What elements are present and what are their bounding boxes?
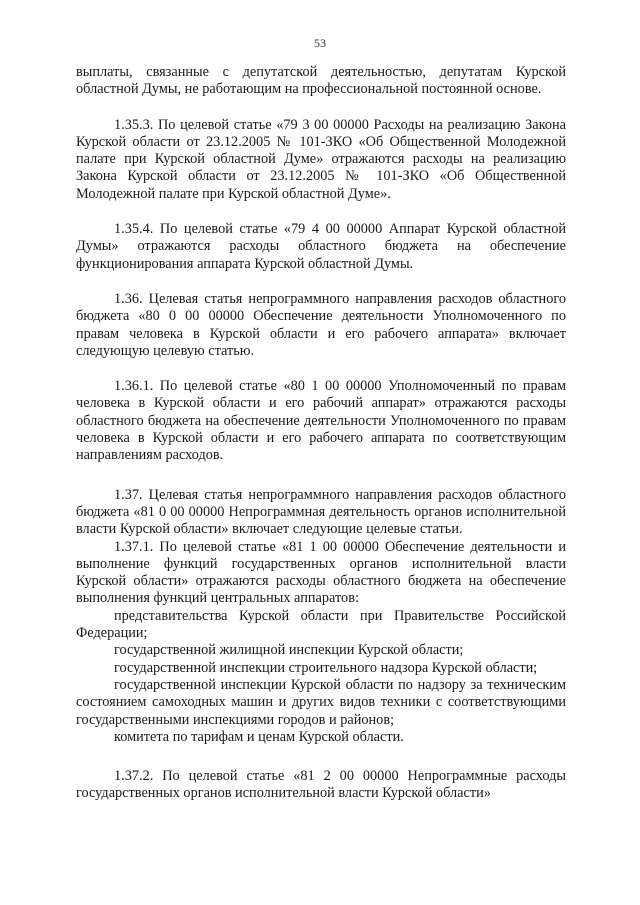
list-item: государственной жилищной инспекции Курской области; [114,642,464,659]
paragraph-1-37: 1.37. Целевая статья непрограммного направления расходов областного бюджета «81 0 00 00000 Непрограммная деятельность органов исполнительной власти Курской области» включает следующие целевые статьи. [76,486,566,538]
paragraph-1-35-4: 1.35.4. По целевой статье «79 4 00 00000 Аппарат Курской областной Думы» отражаются расходы областного бюджета на обеспечение функционирования аппарата Курской областной Думы. [76,221,566,272]
paragraph-1-36-1: 1.36.1. По целевой статье «80 1 00 00000 Уполномоченный по правам человека в Курской области и его рабочий аппарат» отражаются расходы областного бюджета на обеспечение деятельности Уполномоченного по правам человека в Курской области и его рабочего аппарата по соответствующим направлениям расходов. [76,378,566,464]
paragraph-continuation: выплаты, связанные с депутатской деятельностью, депутатам Курской областной Думы, не работающим на профессиональной постоянной основе. [76,64,566,98]
paragraph-1-36: 1.36. Целевая статья непрограммного направления расходов областного бюджета «80 0 00 00000 Обеспечение деятельности Уполномоченного по правам человека в Курской области и его рабочего аппарата» включает следующую целевую статью. [76,290,566,359]
list-item: государственной инспекции строительного надзора Курской области; [114,659,538,676]
list-item: государственной инспекции Курской области по надзору за техническим состоянием самоходных машин и других видов техники с соответствующими государственными инспекциями городов и районов; [76,676,566,728]
paragraph-1-37-1: 1.37.1. По целевой статье «81 1 00 00000 Обеспечение деятельности и выполнение функций государственных органов исполнительной власти Курской области» отражаются расходы областного бюджета на обеспечение выполнения функций центральных аппаратов: [76,538,566,607]
paragraph-1-37-2: 1.37.2. По целевой статье «81 2 00 00000 Непрограммные расходы государственных органов исполнительной власти Курской области» [76,768,566,802]
list-item: комитета по тарифам и ценам Курской области. [114,728,404,745]
page-number: 53 [314,36,326,50]
paragraph-1-35-3: 1.35.3. По целевой статье «79 3 00 00000 Расходы на реализацию Закона Курской области от 23.12.2005 № 101-ЗКО «Об Общественной Молодежной палате при Курской областной Думе» отражаются расходы на реализацию Закона Курской области от 23.12.2005 № 101-ЗКО «Об Общественной Молодежной палате при Курской областной Думе». [76,116,566,202]
list-item: представительства Курской области при Правительстве Российской Федерации; [76,607,566,642]
document-body [76,64,566,803]
